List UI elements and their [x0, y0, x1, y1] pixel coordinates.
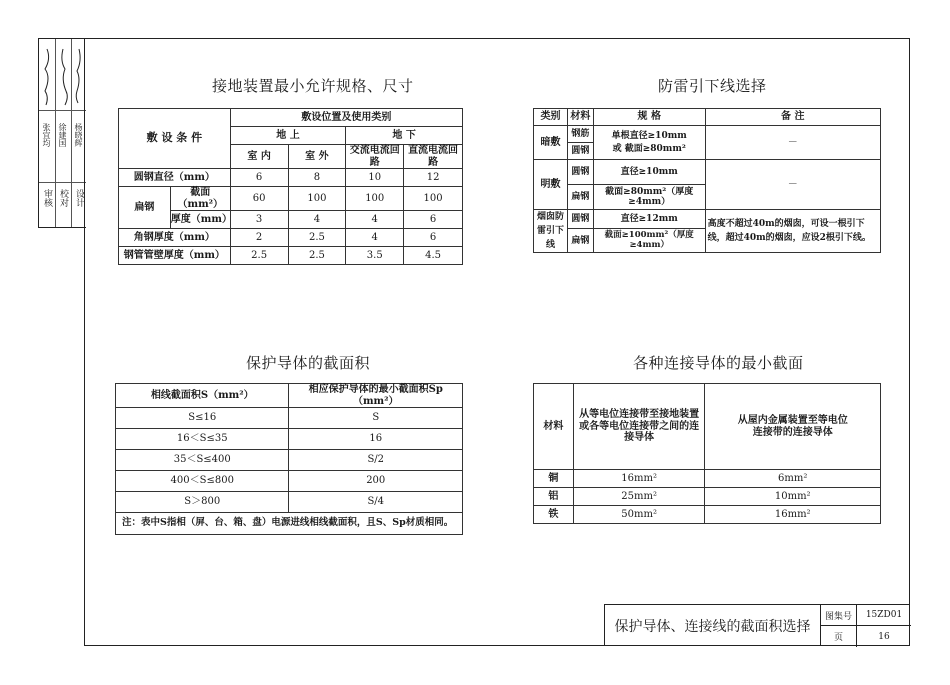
rev-label-1: 审核: [42, 189, 52, 207]
cell: 铁: [534, 506, 574, 524]
page-label: 页: [821, 626, 857, 647]
cell: 12: [404, 169, 463, 187]
material-cell: 扁钢: [567, 229, 593, 253]
header-cell: 相应保护导体的最小截面积Sp（mm²）: [289, 384, 463, 408]
table-row: [119, 211, 463, 229]
header-above: 地 上: [230, 127, 346, 145]
row-label: 厚度（mm）: [170, 211, 230, 229]
category-cell: 明敷: [534, 160, 568, 210]
cell: 35＜S≤400: [116, 450, 289, 471]
table-note: 注：表中S指相（屏、台、箱、盘）电源进线相线截面积，且S、Sp材质相同。: [116, 513, 463, 535]
cell: S/2: [289, 450, 463, 471]
cell: 50mm²: [573, 506, 705, 524]
subheader: 室 内: [230, 145, 288, 169]
rev-name-3: 杨晓辉: [74, 123, 83, 147]
grounding-spec-table: [118, 108, 463, 265]
cell: 2.5: [230, 247, 288, 265]
cell: 4.5: [404, 247, 463, 265]
row-label: 圆钢直径（mm）: [119, 169, 231, 187]
note-cell: －: [705, 126, 880, 160]
table-row: [119, 229, 463, 247]
cell: S: [289, 408, 463, 429]
cell: 6mm²: [705, 470, 881, 488]
table1-title: 接地装置最小允许规格、尺寸: [212, 77, 414, 95]
cell: 16: [289, 429, 463, 450]
note-cell: －: [705, 160, 880, 210]
table-row: [534, 470, 881, 488]
material-cell: 圆钢: [567, 143, 593, 160]
spec-line: 单根直径≥10mm: [611, 130, 687, 141]
table-row: [534, 506, 881, 524]
table-row: [116, 429, 463, 450]
cell: 6: [230, 169, 288, 187]
cell: 4: [346, 229, 404, 247]
subheader: 室 外: [288, 145, 346, 169]
header-cell: 相线截面积S（mm²）: [116, 384, 289, 408]
category-cell: 烟囱防雷引下线: [534, 210, 568, 253]
cell: 6: [404, 229, 463, 247]
cell: 200: [289, 471, 463, 492]
cell: 6: [404, 211, 463, 229]
cell: 铝: [534, 488, 574, 506]
row-label: 截面（mm²）: [170, 187, 230, 211]
cell: 100: [288, 187, 346, 211]
header-cell: 从等电位连接带至接地装置或各等电位连接带之间的连接导体: [573, 384, 705, 470]
material-cell: 扁钢: [567, 185, 593, 210]
atlas-label: 图集号: [821, 605, 857, 626]
material-cell: 圆钢: [567, 160, 593, 185]
header-below: 地 下: [346, 127, 463, 145]
row-label: 钢管管壁厚度（mm）: [119, 247, 231, 265]
table4-title: 各种连接导体的最小截面: [633, 354, 804, 372]
signature-marks: [39, 39, 87, 111]
cell: 25mm²: [573, 488, 705, 506]
header-condition: 敷 设 条 件: [119, 109, 231, 169]
cell: 16mm²: [705, 506, 881, 524]
spec-line: 或 截面≥80mm²: [612, 144, 686, 154]
cell: 60: [230, 187, 288, 211]
table3-title: 保护导体的截面积: [246, 354, 371, 372]
bonding-conductor-table: [533, 383, 881, 524]
cell: 100: [404, 187, 463, 211]
table-row: [116, 450, 463, 471]
down-conductor-table: [533, 108, 881, 253]
revision-block: [38, 38, 86, 228]
page-number: 16: [878, 631, 890, 642]
header-cell: 从屋内金属装置至等电位连接带的连接导体: [705, 384, 881, 470]
rev-label-2: 校对: [58, 189, 68, 207]
cell: 400＜S≤800: [116, 471, 289, 492]
header-position: 敷设位置及使用类别: [230, 109, 462, 127]
table-row: [116, 471, 463, 492]
table-row: [116, 408, 463, 429]
cell: 4: [288, 211, 346, 229]
cell: 100: [346, 187, 404, 211]
cell: 10: [346, 169, 404, 187]
header-cell: 备 注: [705, 109, 880, 126]
spec-cell: 截面≥100mm²（厚度≥4mm）: [593, 229, 705, 253]
spec-cell: 直径≥10mm: [593, 160, 705, 185]
atlas-number: 15ZD01: [857, 605, 911, 626]
note-cell: 高度不超过40m的烟囱，可设一根引下线，超过40m的烟囱，应设2根引下线。: [705, 210, 880, 253]
header-cell: 材料: [567, 109, 593, 126]
header-cell: 材料: [534, 384, 574, 470]
cell: 16＜S≤35: [116, 429, 289, 450]
cell: S≤16: [116, 408, 289, 429]
cell: 3.5: [346, 247, 404, 265]
table-row: [534, 488, 881, 506]
table-row: [119, 187, 463, 211]
rev-name-2: 徐建国: [58, 123, 67, 147]
subheader: 交流电流回路: [346, 145, 404, 169]
header-cell: 类别: [534, 109, 568, 126]
row-label: 角钢厚度（mm）: [119, 229, 231, 247]
spec-cell: [593, 126, 705, 160]
material-cell: 圆钢: [567, 210, 593, 229]
spec-cell: 截面≥80mm²（厚度≥4mm）: [593, 185, 705, 210]
cell: 2: [230, 229, 288, 247]
category-cell: 暗敷: [534, 126, 568, 160]
spec-cell: 直径≥12mm: [593, 210, 705, 229]
cell: 3: [230, 211, 288, 229]
table-row: [116, 492, 463, 513]
cell: 2.5: [288, 247, 346, 265]
cell: S/4: [289, 492, 463, 513]
drawing-name: 保护导体、连接线的截面积选择: [605, 605, 821, 646]
table-row: [119, 169, 463, 187]
cell: 铜: [534, 470, 574, 488]
cell: S＞800: [116, 492, 289, 513]
title-block: [604, 604, 910, 646]
row-group: 扁钢: [119, 187, 171, 229]
cell: 10mm²: [705, 488, 881, 506]
table-row: [119, 247, 463, 265]
cell: 2.5: [288, 229, 346, 247]
protective-conductor-table: [115, 383, 463, 535]
rev-name-1: 张宜均: [42, 123, 51, 147]
table2-title: 防雷引下线选择: [658, 77, 767, 95]
rev-label-3: 设计: [74, 189, 84, 207]
subheader: 直流电流回路: [404, 145, 463, 169]
header-cell: 规 格: [593, 109, 705, 126]
material-cell: 钢筋: [567, 126, 593, 143]
cell: 4: [346, 211, 404, 229]
cell: 16mm²: [573, 470, 705, 488]
cell: 8: [288, 169, 346, 187]
